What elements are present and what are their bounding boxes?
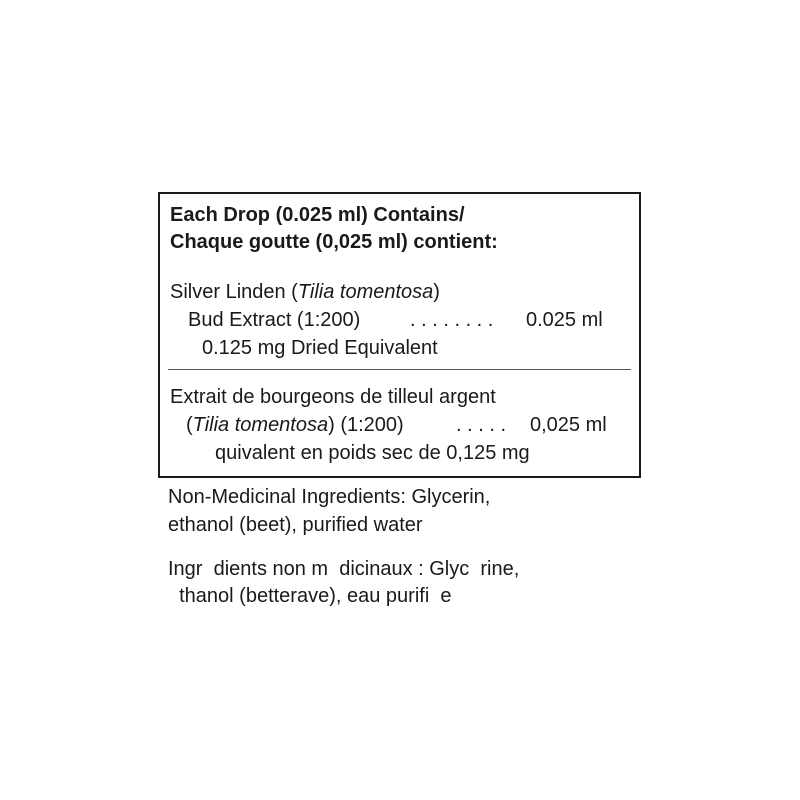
dried-equivalent-english: 0.125 mg Dried Equivalent <box>202 337 438 359</box>
ingredient-name-english <box>170 281 440 304</box>
leader-dots-french: . . . . . <box>456 414 507 436</box>
extract-label-english: Bud Extract (1:200) <box>188 309 361 331</box>
section-divider <box>168 369 631 370</box>
non-medicinal-french-line2: thanol (betterave), eau purifi e <box>168 585 452 607</box>
ingredient-name-prefix: Silver Linden ( <box>170 281 298 303</box>
medicinal-ingredients-box <box>158 192 641 478</box>
latin-name-english: Tilia tomentosa <box>297 281 434 303</box>
non-medicinal-english-line2: ethanol (beet), purified water <box>168 514 423 536</box>
ingredient-name-suffix: ) <box>433 281 440 303</box>
ratio-french: ) (1:200) <box>328 414 404 436</box>
amount-french: 0,025 ml <box>530 414 607 436</box>
paren-open-french: ( <box>186 414 193 436</box>
dried-equivalent-french: quivalent en poids sec de 0,125 mg <box>215 442 530 464</box>
heading-french: Chaque goutte (0,025 ml) contient: <box>170 231 498 253</box>
non-medicinal-english-line1: Non-Medicinal Ingredients: Glycerin, <box>168 486 491 508</box>
leader-dots-english: . . . . . . . . <box>410 309 494 331</box>
heading-english: Each Drop (0.025 ml) Contains/ <box>170 204 465 226</box>
ingredient-name-french: Extrait de bourgeons de tilleul argent <box>170 386 496 408</box>
latin-ratio-french <box>186 414 404 437</box>
non-medicinal-french-line1: Ingr dients non m dicinaux : Glyc rine, <box>168 558 520 580</box>
latin-name-french: Tilia tomentosa <box>192 414 329 436</box>
amount-english: 0.025 ml <box>526 309 603 331</box>
